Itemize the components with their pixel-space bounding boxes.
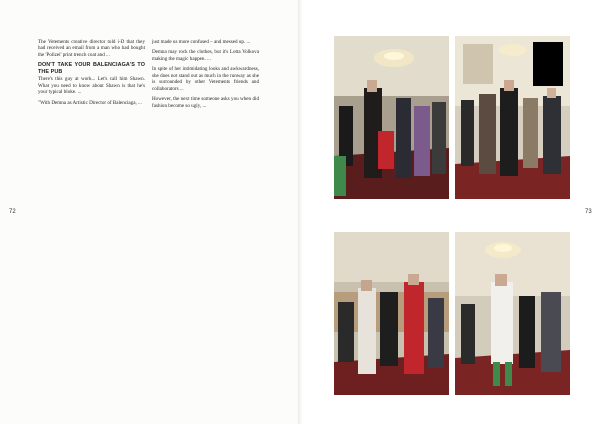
runway-photo-bottom-left <box>334 232 449 395</box>
section-heading: DON'T TAKE YOUR BALENCIAGA'S TO THE PUB <box>38 62 145 75</box>
page-number-left: 72 <box>9 209 16 215</box>
column-1-paragraph-3: "With Demna as Artistic Director of Balenciaga, ... <box>38 99 142 106</box>
column-2-paragraph-2: Demna may rock the clothes, but it's Lotta Volkova making the magic happen. ... <box>152 49 259 62</box>
column-2-paragraph-1: just made us more confused – and messed up. ... <box>152 39 251 45</box>
column-2-paragraph-3: In spite of her intimidating looks and awkwardness, she does not stand out as much in the runway as she is surrounded by other Vetements friends and collaborators ... <box>152 66 259 92</box>
runway-photo-icon <box>455 232 570 395</box>
runway-photo-top-left <box>334 36 449 199</box>
runway-photo-icon <box>455 36 570 199</box>
runway-photo-icon <box>334 232 449 395</box>
runway-photo-icon <box>334 36 449 199</box>
text-column-2 <box>152 39 259 113</box>
text-column-1 <box>38 39 145 110</box>
runway-photo-top-right <box>455 36 570 199</box>
column-1-paragraph-1: The Vetements creative director told i-D that they had received an email from a man who had bought the 'Polizei' print trench coat and ... <box>38 39 145 58</box>
page-number-right: 73 <box>585 209 592 215</box>
column-1-paragraph-2: There's this guy at work... Let's call him Shawn. What you need to know about Shawn is that he's your typical bloke. ... <box>38 76 145 96</box>
page-gutter <box>298 0 302 424</box>
runway-photo-bottom-right <box>455 232 570 395</box>
column-2-paragraph-4: However, the next time someone asks you when did fashion become so ugly, ... <box>152 96 259 109</box>
